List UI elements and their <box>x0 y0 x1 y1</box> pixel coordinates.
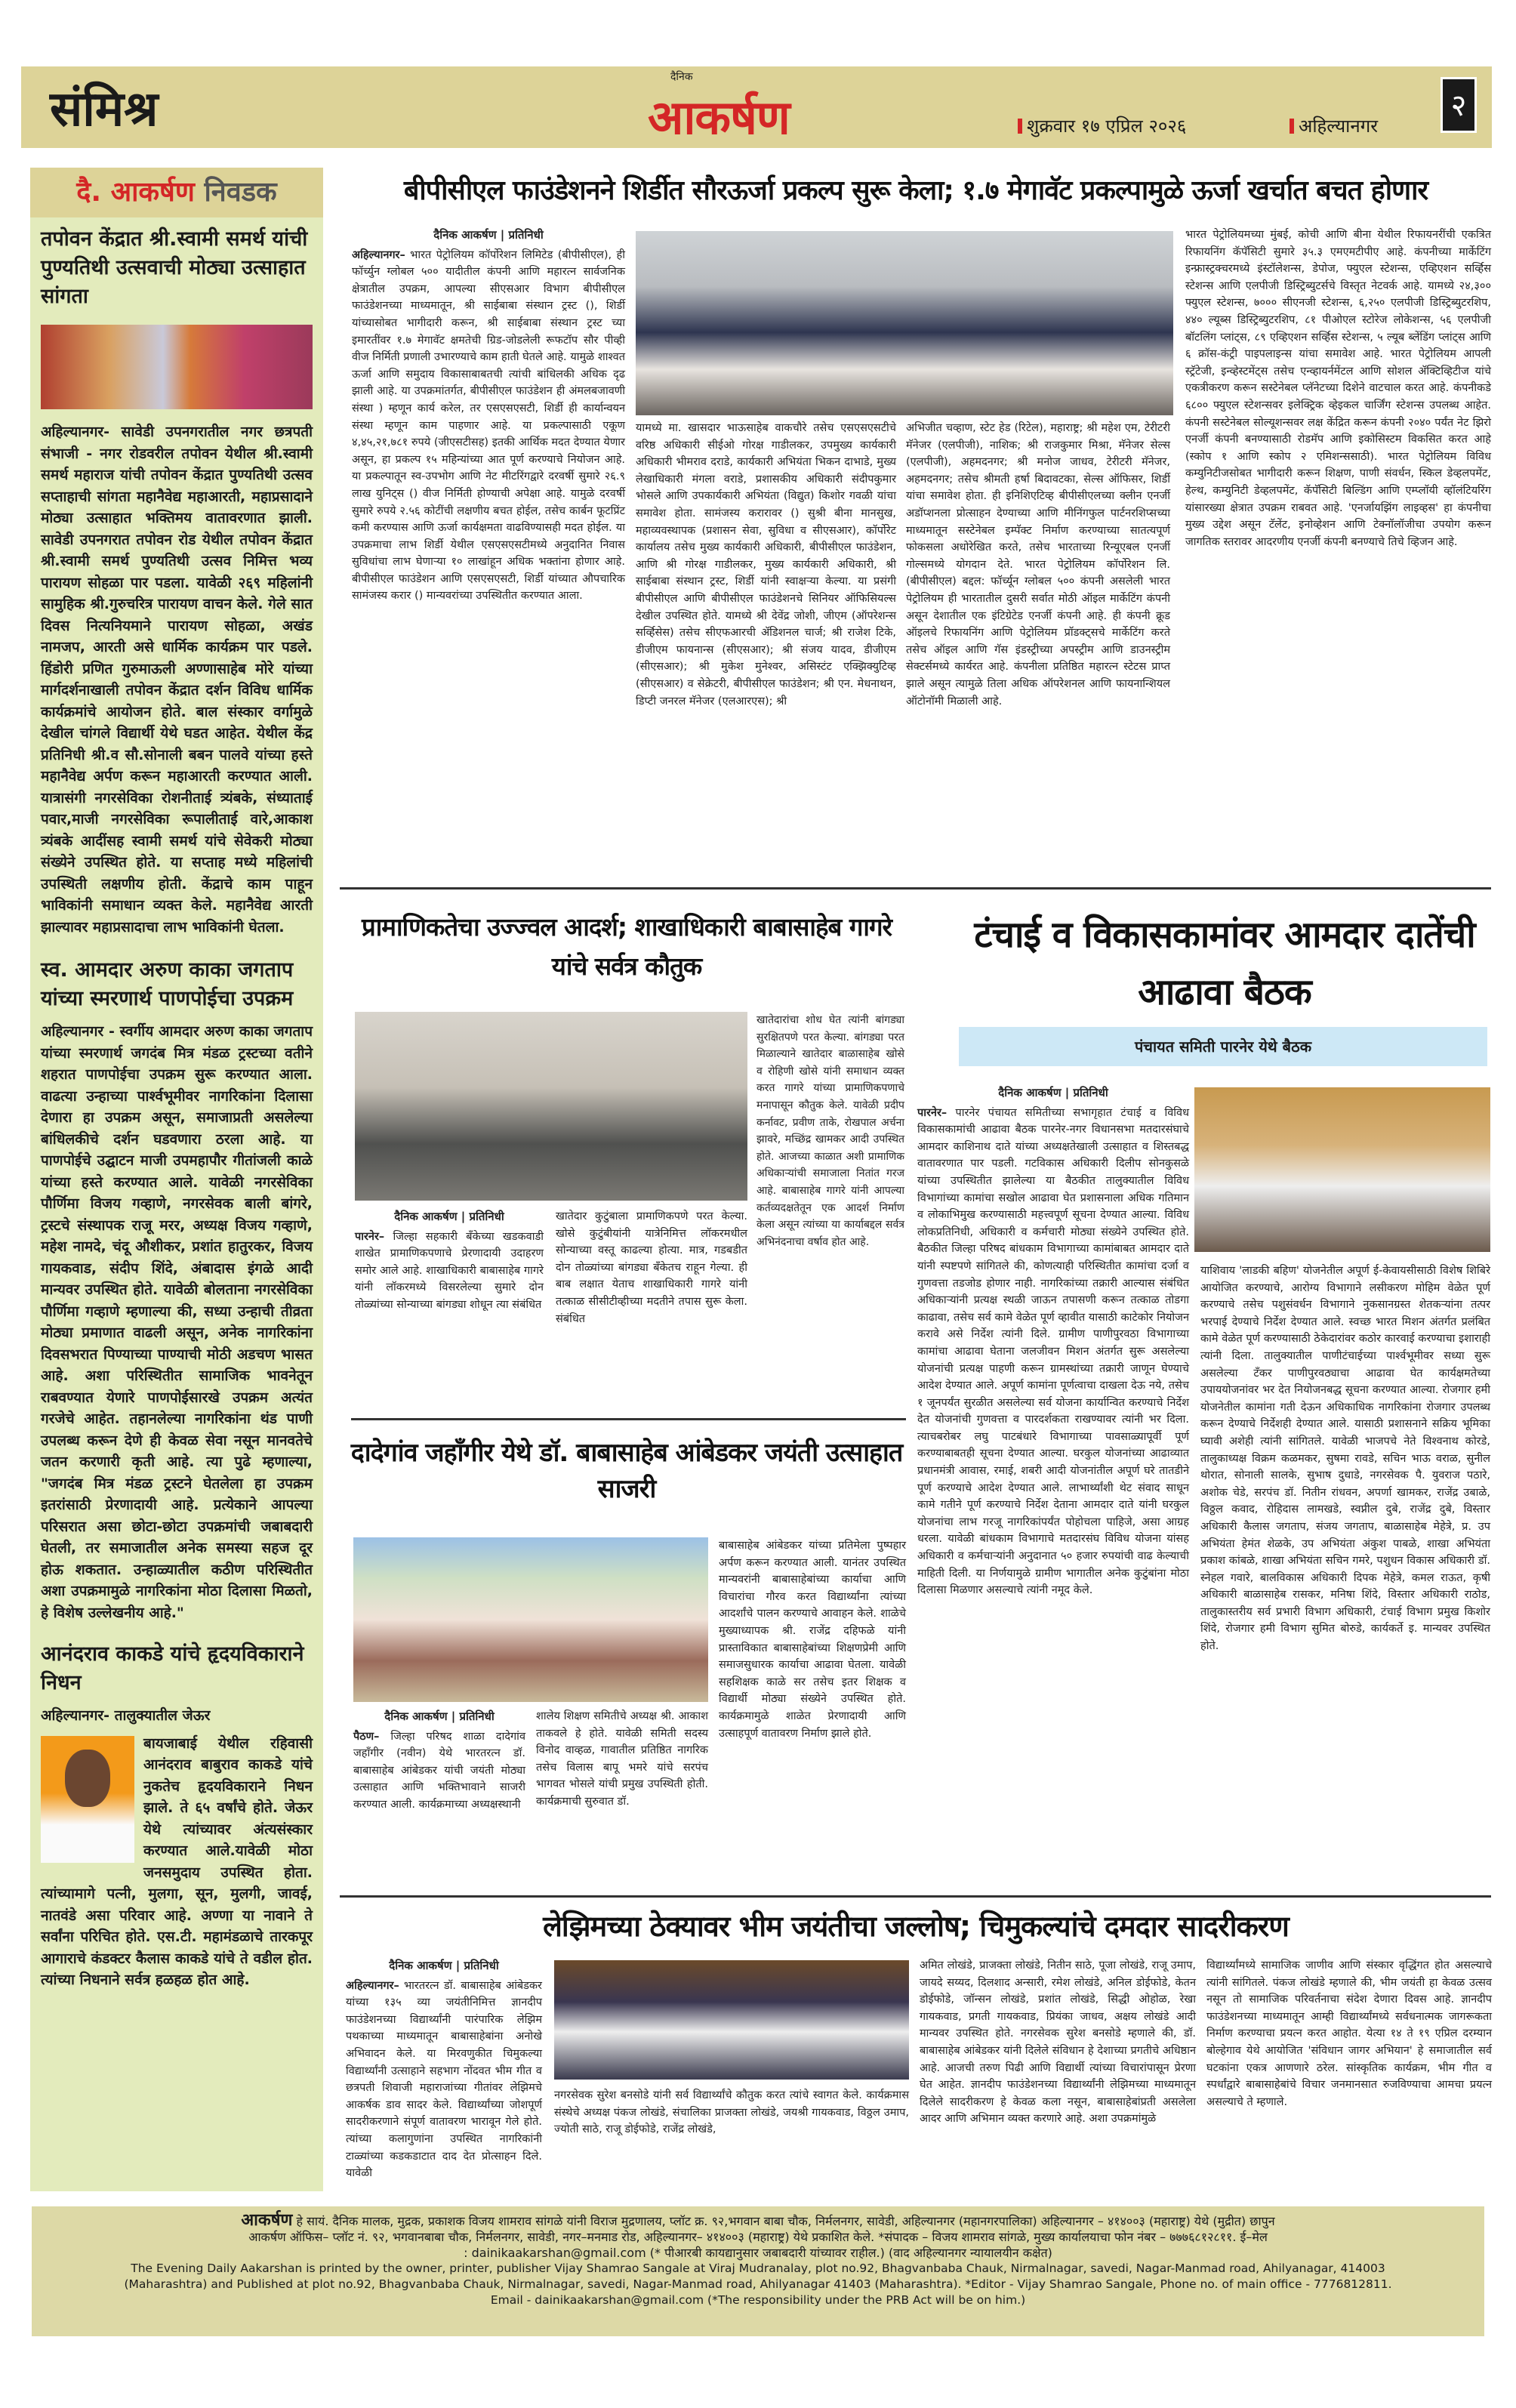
dadegaon-photo <box>353 1537 708 1702</box>
story-lead: अहिल्यानगर- तालुक्यातील जेऊर <box>41 1707 211 1724</box>
story-tapovan <box>30 217 323 941</box>
tanchai-col-1: दैनिक आकर्षण | प्रतिनिधी पारनेर– पारनेर पंचायत समितीच्या सभागृहात टंचाई व विविध विकासकामांची आढावा बैठक पारनेर-नगर विधानसभा मतदारसंघाचे आमदार काशिनाथ दाते यांच्या अध्यक्षतेखाली उत्साहात व शिस्तबद्ध वातावरणात पार पडली. गटविकास अधिकारी दिलीप सोनकुसळे यांच्या उपस्थितीत झालेल्या या बैठकीत तालुक्यातील विविध विभागांच्या कामांचा सखोल आढावा घेत प्रशासनाला अधिक गतिमान व लोकाभिमुख करण्यासाठी महत्त्वपूर्ण सूचना देण्यात आल्या. विविध लोकप्रतिनिधी, अधिकारी व कर्मचारी मोठ्या संख्येने उपस्थित होते. बैठकीत जिल्हा परिषद बांधकाम विभागाच्या कामांबाबत आमदार दाते यांनी स्पष्टपणे सांगितले की, कोणत्याही परिस्थितीत कामांचा दर्जा व गुणवत्ता तडजोड होणार नाही. नागरिकांच्या तक्रारी आल्यास संबंधित अधिकाऱ्यांनी प्रत्यक्ष स्थळी जाऊन तपासणी करून तत्काळ तोडगा काढावा, तसेच सर्व कामे वेळेत पूर्ण व्हावीत यासाठी काटेकोर नियोजन करावे असे निर्देश त्यांनी दिले. ग्रामीण पाणीपुरवठा विभागाच्या कामांचा आढावा घेताना जलजीवन मिशन अंतर्गत सुरू असलेल्या योजनांची प्रत्यक्ष पाहणी करून ग्रामस्थांच्या तक्रारी जाणून घेण्याचे आदेश देण्यात आले. अपूर्ण कामांना पूर्णत्वाचा दाखला देऊ नये, तसेच १ जूनपर्यंत सुरळीत असलेल्या सर्व योजना कार्यान्वित करण्याचे निर्देश देत योजनांची गुणवत्ता व पारदर्शकता राखण्यावर त्यांनी भर दिला. त्याचबरोबर लघु पाटबंधारे विभागाच्या पावसाळ्यापूर्वी पूर्ण करण्याबाबतही सूचना देण्यात आल्या. घरकुल योजनांच्या आढाव्यात प्रधानमंत्री आवास, रमाई, शबरी आदी योजनांतील अपूर्ण घरे तातडीने पूर्ण करण्याचे आदेश देण्यात आले. लाभार्थ्यांशी थेट संवाद साधून कामे गतीने पूर्ण करण्याचे निर्देश देताना आमदार दाते यांनी घरकुल योजनांचा लाभ गरजू नागरिकांपर्यंत पोहोचला पाहिजे, असा आग्रह धरला. यावेळी बांधकाम विभागाचे मतदारसंघ विविध योजना यांसह अधिकारी व कर्मचाऱ्यांनी अनुदानात ५० हजार रुपयांची वाढ केल्याची माहिती दिली. या निर्णयामुळे ग्रामीण भागातील अनेक कुटुंबांना मोठा दिलासा मिळणार असल्याचे त्यांनी नमूद केले. <box>917 1086 1189 1597</box>
editors-pick-banner: दै. आकर्षण निवडक <box>30 168 323 217</box>
story-body: बायजाबाई येथील रहिवासी आनंदराव बाबुराव काकडे यांचे नुकतेच हृदयविकाराने निधन झाले. ते ६५ वर्षांचे होते. जेऊर येथे त्यांच्यावर अंत्यसंस्कार करण्यात आले.यावेळी मोठा जनसमुदाय उपस्थित होता. त्यांच्यामागे पत्नी, मुलगा, सून, मुलगी, जावई, नातवंडे असा परिवार आहे. अण्णा या नावाने ते सर्वांना परिचित होते. एस.टी. महामंडळाचे तारकपूर आगाराचे कंडक्टर कैलास काकडे यांचे ते वडील होत. त्यांच्या निधनाने सर्वत्र हळहळ होत आहे. <box>41 1734 313 1988</box>
tanchai-headline: टंचाई व विकासकामांवर आमदार दातेंची आढावा बैठक <box>974 914 1475 1013</box>
story-headline: आनंदराव काकडे यांचे हृदयविकाराने निधन <box>41 1642 304 1694</box>
lezim-col-1: दैनिक आकर्षण | प्रतिनिधी अहिल्यानगर– भारतरत्न डॉ. बाबासाहेब आंबेडकर यांच्या १३५ व्या जयंतीनिमित्त ज्ञानदीप फाउंडेशनच्या विद्यार्थ्यांनी पारंपारिक लेझिम पथकाच्या माध्यमातून बाबासाहेबांना अनोखे अभिवादन केले. या मिरवणुकीत चिमुकल्या विद्यार्थ्यांनी उत्साहाने सहभाग नोंदवत भीम गीत व छत्रपती शिवाजी महाराजांच्या गीतांवर लेझिमचे आकर्षक डाव सादर केले. विद्यार्थ्यांच्या जोशपूर्ण सादरीकरणाने संपूर्ण वातावरण भारावून गेले होते. त्यांच्या कलागुणांना उपस्थित नागरिकांनी टाळ्यांच्या कडकडाटात दाद देत प्रोत्साहन दिले. यावेळी <box>346 1959 542 2180</box>
section-divider <box>340 887 1491 890</box>
masthead <box>21 66 1492 148</box>
footer-brand: आकर्षण <box>241 2211 293 2230</box>
lezim-col-4: विद्यार्थ्यांमध्ये सामाजिक जाणीव आणि संस्कार वृद्धिंगत होत असल्याचे त्यांनी सांगितले. पंकज लोखंडे म्हणाले की, भीम जयंती हा केवळ उत्सव नसून तो सामाजिक परिवर्तनाचा संदेश देणारा दिवस आहे. ज्ञानदीप फाउंडेशनच्या माध्यमातून आम्ही विद्यार्थ्यांमध्ये सर्वधनात्मक जागरूकता निर्माण करण्याचा प्रयत्न करत आहोत. येत्या १४ ते १९ एप्रिल दरम्यान बोल्हेगाव येथे आयोजित 'संविधान जागर अभियान' हे समाजातील सर्व घटकांना एकत्र आणणारे ठरेल. सांस्कृतिक कार्यक्रम, भीम गीत व स्पर्धांद्वारे बाबासाहेबांचे विचार जनमानसात रुजविण्याचा आमचा प्रयत्न असल्याचे ते म्हणाले. <box>1206 1959 1492 2108</box>
gagre-side: खातेदारांचा शोध घेत त्यांनी बांगड्या सुरक्षितपणे परत केल्या. बांगड्या परत मिळाल्याने खातेदार बाळासाहेब खोसे व रोहिणी खोसे यांनी समाधान व्यक्त करत गागरे यांच्या प्रामाणिकपणाचे मनापासून कौतुक केले. यावेळी प्रदीप कर्नावट, प्रवीण ताके, रोखपाल अर्चना झावरे, मच्छिंद्र खामकर आदी उपस्थित होते. आजच्या काळात अशी प्रामाणिक अधिकाऱ्यांची समाजाला नितांत गरज आहे. बाबासाहेब गागरे यांनी आपल्या कर्तव्यदक्षतेतून एक आदर्श निर्माण केला असून त्यांच्या या कार्याबद्दल सर्वत्र अभिनंदनाचा वर्षाव होत आहे. <box>756 1014 904 1248</box>
red-bar-icon <box>1018 119 1022 134</box>
bpcl-photo <box>636 231 1173 415</box>
gagre-photo <box>355 1012 747 1201</box>
dadegaon-col-1: दैनिक आकर्षण | प्रतिनिधी पैठण– जिल्हा परिषद शाळा दादेगांव जहाँगीर (नवीन) येथे भारतरत्न डॉ. बाबासाहेब आंबेडकर यांची जयंती मोठ्या उत्साहात आणि भक्तिभावाने साजरी करण्यात आली. कार्यक्रमाच्या अध्यक्षस्थानी <box>353 1710 526 1811</box>
section-divider <box>351 1418 906 1420</box>
gagre-headline: प्रामाणिकतेचा उज्ज्वल आदर्श; शाखाधिकारी बाबासाहेब गागरे यांचे सर्वत्र कौतुक <box>361 912 892 981</box>
dadegaon-col-2: शालेय शिक्षण समितीचे अध्यक्ष श्री. आकाश ताकवले हे होते. यावेळी समिती सदस्य विनोद वाव्हळ, गावातील प्रतिष्ठित नागरिक तसेच विलास बापू भमरे यांचे सरपंच भागवत भोसले यांची प्रमुख उपस्थिती होती. कार्यक्रमाची सुरुवात डॉ. <box>536 1710 708 1808</box>
story-body: अहिल्यानगर- सावेडी उपनगरातील नगर छत्रपती संभाजी - नगर रोडवरील तपोवन येथील श्री.स्वामी समर्थ महाराज यांची तपोवन केंद्रात पुण्यतिथी उत्सव सप्ताहाची सांगता महानैवेद्य महाआरती, महाप्रसादाने मोठ्या उत्साहात भक्तिमय वातावरणात झाली. सावेडी उपनगरात तपोवन रोड येथील तपोवन केंद्रात श्री.स्वामी समर्थ पुण्यतिथी उत्सव निमित्त भव्य पारायण सोहळा पार पडला. यावेळी २६९ महिलांनी सामुहिक श्री.गुरुचरित्र पारायण वाचन केले. गेले सात दिवस नित्यनियमाने पारायण सोहळा, अखंड नामजप, आरती असे धार्मिक कार्यक्रम पार पडले. हिंडोरी प्रणित गुरुमाऊली अण्णासाहेब मोरे यांच्या मार्गदर्शनाखाली तपोवन केंद्रात दर्शन विविध धार्मिक कार्यक्रमांचे आयोजन होते. बाल संस्कार वर्गामुळे देखील चांगले विद्यार्थी येथे घडत आहेत. येथील केंद्र प्रतिनिधी श्री.व सौ.सोनाली बबन पालवे यांच्या हस्ते महानैवेद्य अर्पण करून महाआरती करण्यात आली. यात्रासंगी नगरसेविका रोशनीताई त्र्यंबके, संध्याताई पवार,माजी नगरसेविका रूपालीताई वारे,आकाश त्र्यंबके आदींसह स्वामी समर्थ यांचे सेवेकरी मोठ्या संख्येने उपस्थित होते. या सप्ताह मध्ये महिलांची उपस्थिती लक्षणीय होती. केंद्राचे काम पाहून भाविकांनी समाधान व्यक्त केले. महानैवेद्य आरती झाल्यावर महाप्रसादाचा लाभ भाविकांनी घेतला. <box>41 424 313 936</box>
issue-date: शुक्रवार १७ एप्रिल २०२६ <box>1018 113 1186 138</box>
gagre-col-1: दैनिक आकर्षण | प्रतिनिधी पारनेर– जिल्हा सहकारी बँकेच्या खडकवाडी शाखेत प्रामाणिकपणाचे प्रेरणादायी उदाहरण समोर आले आहे. शाखाधिकारी बाबासाहेब गागरे यांनी लॉकरमध्ये विसरलेल्या सुमारे दोन तोळ्यांच्या सोन्याच्या बांगड्या शोधून त्या संबंधित <box>355 1210 544 1311</box>
daily-label: दैनिक <box>670 71 693 83</box>
tanchai-col-2: याशिवाय 'लाडकी बहिण' योजनेतील अपूर्ण ई-केवायसीसाठी विशेष शिबिरे आयोजित करण्याचे, आरोग्य विभागाने लसीकरण मोहिम वेळेत पूर्ण करण्याचे तसेच पशुसंवर्धन विभागाने नुकसानग्रस्त शेतकऱ्यांना तत्पर भरपाई देण्याचे निर्देश देण्यात आले. स्वच्छ भारत मिशन अंतर्गत प्रलंबित कामे वेळेत पूर्ण करण्यासाठी ठेकेदारांवर कठोर कारवाई करण्याचा इशाराही त्यांनी दिला. तालुक्यातील पाणीटंचाईच्या पार्श्वभूमीवर सध्या सुरू असलेल्या टँकर पाणीपुरवठ्याचा आढावा घेत कार्यक्षमतेच्या उपाययोजनांवर भर देत नियोजनबद्ध सूचना करण्यात आल्या. रोजगार हमी योजनेतील कामांना गती देऊन अधिकाधिक नागरिकांना रोजगार उपलब्ध करून देण्याचे निर्देशही देण्यात आले. यासाठी प्रशासनाने सक्रिय भूमिका घ्यावी अशेही त्यांनी सांगितले. यावेळी भाजपचे नेते विश्वनाथ कोरडे, तालुकाध्यक्ष विक्रम कळमकर, सुषमा रावडे, सचिन भाऊ वराळ, सुनील थोरात, सोनाली सालके, सुभाष दुधाडे, नगरसेवक पै. युवराज पठारे, अशोक चेडे, सरपंच डॉ. नितीन रांधवन, अपर्णा खामकर, राजेंद्र उबाळे, विठ्ठल कवाद, रोहिदास लामखडे, स्वप्नील दुबे, राजेंद्र दुबे, विस्तार अधिकारी कैलास जगताप, संजय जगताप, बाळासाहेब मेहेत्रे, प्र. उप अभियंता हेमंत शेळके, उप अभियंता अंकुश पाबळे, शाखा अभियंता प्रकाश कांबळे, शाखा अभियंता सचिन गमरे, पशुधन विकास अधिकारी डॉ. स्नेहल गवारे, बालविकास अधिकारी दिपक मेहेत्रे, कमल राऊत, कृषी अधिकारी बाळासाहेब रासकर, मनिषा शिंदे, विस्तार अधिकारी राठोड, तालुकास्तरीय सर्व प्रभारी विभाग अधिकारी, टंचाई विभाग प्रमुख किशोर शिंदे, रोजगार हमी विभाग सुमित बोरुडे, कार्यकर्ते इ. मान्यवर उपस्थित होते. <box>1200 1265 1490 1653</box>
tanchai-photo <box>1194 1087 1490 1252</box>
tanchai-subhead: पंचायत समिती पारनेर येथे बैठक <box>959 1027 1487 1066</box>
story-obituary <box>30 1633 323 1994</box>
gagre-col-2: खातेदार कुटुंबाला प्रामाणिकपणे परत केल्या. खोसे कुटुंबीयांनी यात्रेनिमित्त लॉकरमधील सोन्याच्या वस्तू काढल्या होत्या. मात्र, गडबडीत दोन तोळ्यांच्या बांगड्या बँकेतच राहून गेल्या. ही बाब लक्षात येताच शाखाधिकारी गागरे यांनी तत्काळ सीसीटीव्हीच्या मदतीने तपास सुरू केला. संबंधित <box>556 1210 747 1325</box>
page-number: २ <box>1441 77 1477 133</box>
story-panpoi <box>30 948 323 1626</box>
story-photo <box>41 325 313 409</box>
red-bar-icon <box>1290 119 1294 134</box>
story-body: अहिल्यानगर - स्वर्गीय आमदार अरुण काका जगताप यांच्या स्मरणार्थ जगदंब मित्र मंडळ ट्रस्टच्या वतीने शहरात पाणपोईचा उपक्रम सुरू करण्यात आला. वाढत्या उन्हाच्या पार्श्वभूमीवर नागरिकांना दिलासा देणारा हा उपक्रम असून, समाजाप्रती असलेल्या बांधिलकीचे दर्शन घडवणारा ठरला आहे. या पाणपोईचे उद्घाटन माजी उपमहापौर गीतांजली काळे यांच्या हस्ते करण्यात आले. यावेळी नगरसेविका पौर्णिमा विजय गव्हाणे, नगरसेवक बाली बांगरे, ट्रस्टचे संस्थापक राजू मरर, अध्यक्ष विजय गव्हाणे, महेश नामदे, चंदू औशीकर, प्रशांत हातुरकर, विजय गायकवाड, संदीप शिंदे, अंबादास इंगळे आदी मान्यवर उपस्थित होते. यावेळी बोलताना नगरसेविका पौर्णिमा गव्हाणे म्हणाल्या की, सध्या उन्हाची तीव्रता मोठ्या प्रमाणात वाढली असून, अनेक नागरिकांना दिवसभरात पिण्याच्या पाण्याची मोठी अडचण भासत आहे. अशा परिस्थितीत सामाजिक भावनेतून राबवण्यात येणारे पाणपोईसारखे उपक्रम अत्यंत गरजेचे आहेत. तहानलेल्या नागरिकांना थंड पाणी उपलब्ध करून देणे ही केवळ सेवा नसून मानवतेचे जतन करणारी कृती आहे. त्या पुढे म्हणाल्या, "जगदंब मित्र मंडळ ट्रस्टने घेतलेला हा उपक्रम इतरांसाठी प्रेरणादायी आहे. प्रत्येकाने आपल्या परिसरात असा छोटा-छोटा उपक्रमांची जबाबदारी घेतली, तर समाजातील अनेक समस्या सहज दूर होऊ शकतात. उन्हाळ्यातील कठीण परिस्थितीत अशा उपक्रमामुळे नागरिकांना मोठा दिलासा मिळतो, हे विशेष उल्लेखनीय आहे." <box>41 1023 313 1621</box>
story-headline: स्व. आमदार अरुण काका जगताप यांच्या स्मरणार्थ पाणपोईचा उपक्रम <box>41 958 294 1010</box>
bpcl-col-3: अभिजीत चव्हाण, स्टेट हेड (रिटेल), महाराष्ट्र; श्री महेश एम, टेरीटरी मॅनेजर (एलपीजी), नाशिक; श्री राजकुमार मिश्रा, मॅनेजर सेल्स (एलपीजी), अहमदनगर; श्री मनोज जाधव, टेरीटरी मॅनेजर, अहमदनगर; तसेच श्रीमती हर्षा बिदावटका, सेल्स ऑफिसर, शिर्डी यांचा समावेश होता. ही इनिशिएटिव्ह बीपीसीएलच्या क्लीन एनर्जी अडॉप्शनला प्रोत्साहन देण्याच्या आणि मीनिंगफुल पार्टनरशिप्सच्या माध्यमातून सस्टेनेबल इम्पॅक्ट निर्माण करण्याच्या सातत्यपूर्ण फोकसला अधोरेखित करते, तसेच भारताच्या रिन्यूएबल एनर्जी गोल्समध्ये योगदान देते. भारत पेट्रोलियम कॉर्पोरेशन लि. (बीपीसीएल) बद्दल: फॉर्च्यून ग्लोबल ५०० कंपनी असलेली भारत पेट्रोलियम ही भारतातील दुसरी सर्वात मोठी ऑइल मार्केटिंग कंपनी असून देशातील एक इंटिग्रेटेड एनर्जी कंपनी आहे. ही कंपनी क्रूड ऑइलचे रिफायनिंग आणि पेट्रोलियम प्रॉडक्ट्सचे मार्केटिंग करते तसेच ऑइल आणि गॅस इंडस्ट्रीच्या अपस्ट्रीम आणि डाउनस्ट्रीम सेक्टर्समध्ये कार्यरत आहे. कंपनीला प्रतिष्ठित महारत्न स्टेटस प्राप्त झाले असून त्यामुळे तिला अधिक ऑपरेशनल आणि फायनान्शियल ऑटोनॉमी मिळाली आहे. <box>906 422 1170 708</box>
editors-pick-column <box>30 168 323 2191</box>
newspaper-title: आकर्षण <box>648 90 790 145</box>
dadegaon-col-3: बाबासाहेब आंबेडकर यांच्या प्रतिमेला पुष्पहार अर्पण करून करण्यात आली. यानंतर उपस्थित मान्यवरांनी बाबासाहेबांच्या कार्याचा आणि विचारांचा गौरव करत विद्यार्थ्यांना त्यांच्या आदर्शांचे पालन करण्याचे आवाहन केले. शाळेचे मुख्याध्यापक श्री. राजेंद्र दहिफळे यांनी प्रास्ताविकात बाबासाहेबांच्या शिक्षणप्रेमी आणि समाजसुधारक कार्याचा आढावा घेतला. यावेळी सहशिक्षक काळे सर तसेच इतर शिक्षक व विद्यार्थी मोठ्या संख्येने उपस्थित होते. कार्यक्रमामुळे शाळेत प्रेरणादायी आणि उत्साहपूर्ण वातावरण निर्माण झाले होते. <box>719 1540 906 1740</box>
lezim-col-3: अमित लोखंडे, प्राजक्ता लोखंडे, नितीन साठे, पूजा लोखंडे, राजू उमाप, जायदे सय्यद, दिलशाद अन्सारी, रमेश लोखंडे, अनिल डोईफोडे, केतन डोईफोडे, जॉन्सन लोखंडे, प्रशांत लोखंडे, सिद्धी ओहोळ, रेखा गायकवाड, प्रगती गायकवाड, प्रियंका जाधव, अक्षय लोखंडे आदी मान्यवर उपस्थित होते. नगरसेवक सुरेश बनसोडे म्हणाले की, डॉ. बाबासाहेब आंबेडकर यांनी दिलेले संविधान हे देशाच्या प्रगतीचे अधिष्ठान आहे. आजची तरुण पिढी आणि विद्यार्थी त्यांच्या विचारांपासून प्रेरणा घेत आहेत. ज्ञानदीप फाउंडेशनच्या विद्यार्थ्यांनी लेझिमच्या माध्यमातून दिलेले सादरीकरण हे केवळ कला नसून, बाबासाहेबांप्रती असलेला आदर आणि अभिमान व्यक्त करणारे आहे. अशा उपक्रमांमुळे <box>920 1959 1196 2126</box>
bpcl-col-2: यामध्ये मा. खासदार भाऊसाहेब वाकचौरे तसेच एसएसएसटीचे वरिष्ठ अधिकारी सीईओ गोरक्ष गाडीलकर, उपमुख्य कार्यकारी अधिकारी भीमराव दराडे, कार्यकारी अभियंता भिकन दाभाडे, मुख्य लेखाधिकारी मंगला वराडे, प्रशासकीय अधिकारी संदीपकुमार भोसले आणि उपकार्यकारी अभियंता (विद्युत) किशोर गवळी यांचा समावेश होता. सामंजस्य करारावर () सुश्री बीना मानसुख, महाव्यवस्थापक (प्रशासन सेवा, सुविधा व सीएसआर), कॉर्पोरेट कार्यालय तसेच मुख्य कार्यकारी अधिकारी, बीपीसीएल फाउंडेशन, आणि श्री गोरक्ष गाडीलकर, मुख्य कार्यकारी अधिकारी, श्री साईबाबा संस्थान ट्रस्ट, शिर्डी यांनी स्वाक्षऱ्या केल्या. या प्रसंगी बीपीसीएल आणि बीपीसीएल फाउंडेशनचे सिनियर ऑफिसियल्स देखील उपस्थित होते. यामध्ये श्री देवेंद्र जोशी, जीएम (ऑपरेशन्स सर्व्हिसेस) तसेच सीएफआरची ॲडिशनल चार्ज; श्री राजेश टिके, डीजीएम फायनान्स (सीएसआर); श्री संजय यादव, डीजीएम (सीएसआर); श्री मुकेश मुनेश्वर, असिस्टंट एक्झिक्युटिव्ह (सीएसआर) व सेक्रेटरी, बीपीसीएल फाउंडेशन; श्री एन. मेधनाथन, डिप्टी जनरल मॅनेजर (एलआरएस); श्री <box>636 422 896 708</box>
edition-city: अहिल्यानगर <box>1290 113 1378 138</box>
story-headline: तपोवन केंद्रात श्री.स्वामी समर्थ यांची पुण्यतिथी उत्सवाची मोठ्या उत्साहात सांगता <box>41 227 308 308</box>
dadegaon-headline: दादेगांव जहाँगीर येथे डॉ. बाबासाहेब आंबेडकर जयंती उत्साहात साजरी <box>350 1438 903 1504</box>
bpcl-headline: बीपीसीएल फाउंडेशनने शिर्डीत सौरऊर्जा प्रकल्प सुरू केला; १.७ मेगावॅट प्रकल्पामुळे ऊर्जा खर्चात बचत होणार <box>403 175 1428 206</box>
portrait-photo <box>41 1736 134 1863</box>
bpcl-col-1: दैनिक आकर्षण | प्रतिनिधी अहिल्यानगर– भारत पेट्रोलियम कॉर्पोरेशन लिमिटेड (बीपीसीएल), ही फॉर्च्युन ग्लोबल ५०० यादीतील कंपनी आणि महारत्न सार्वजनिक क्षेत्रातील उपक्रम, आपल्या सीएसआर विभाग बीपीसीएल फाउंडेशनच्या माध्यमातून, श्री साईबाबा संस्थान ट्रस्ट (), शिर्डी यांच्यासोबत भागीदारी करून, श्री साईबाबा संस्थान ट्रस्ट च्या इमारतींवर १.७ मेगावॅट क्षमतेची ग्रिड-जोडलेली रूफटॉप सौर पीव्ही वीज निर्मिती प्रणाली उभारण्याचे काम हाती घेतले आहे. यामुळे शाश्वत ऊर्जा आणि समुदाय विकासाबाबतची त्यांची बांधिलकी अधिक दृढ झाली आहे. या उपक्रमांतर्गत, बीपीसीएल फाउंडेशन ही अंमलबजावणी संस्था ) म्हणून कार्य करेल, तर एसएसएसटी, शिर्डी ही कार्यान्वयन संस्था म्हणून काम पाहणार आहे. या प्रकल्पासाठी एकूण ४,४५,२१,७८१ रुपये (जीएसटीसह) इतकी आर्थिक मदत देण्यात येणार असून, हा प्रकल्प १५ महिन्यांच्या आत पूर्ण करण्याचे नियोजन आहे. या प्रकल्पातून स्व-उपभोग आणि नेट मीटरिंगद्वारे दरवर्षी सुमारे २६.९ लाख युनिट्स () वीज निर्मिती होण्याची अपेक्षा आहे. यामुळे दरवर्षी सुमारे रुपये २.५६ कोटींची लक्षणीय बचत होईल, तसेच कार्बन फूटप्रिंट कमी करण्यास आणि ऊर्जा कार्यक्षमता वाढविण्यासही मदत होईल. या उपक्रमाचा लाभ शिर्डी येथील एसएसएसटीमध्ये अनुदानित निवास सुविधांचा लाभ घेणाऱ्या १० लाखांहून अधिक भक्तांना होणार आहे. बीपीसीएल फाउंडेशन आणि एसएसएसटी, शिर्डी यांच्यात औपचारिक सामंजस्य करार () मान्यवरांच्या उपस्थितीत करण्यात आला. <box>352 228 625 603</box>
section-divider <box>340 1895 1491 1898</box>
lezim-photo <box>554 1960 909 2080</box>
bpcl-col-4: भारत पेट्रोलियमच्या मुंबई, कोची आणि बीना येथील रिफायनरींची एकत्रित रिफायनिंग कॅपॅसिटी सुमारे ३५.३ एमएमटीपीए आहे. कंपनीच्या मार्केटिंग इन्फ्रास्ट्रक्चरमध्ये इंस्टॉलेशन्स, डेपोज, फ्युएल स्टेशन्स, एव्हिएशन सर्व्हिस स्टेशन्स आणि एलपीजी डिस्ट्रिब्युटर्सचे विस्तृत नेटवर्क आहे. यामध्ये २४,३०० फ्युएल स्टेशन्स, ७००० सीएनजी स्टेशन्स, ६,२५० एलपीजी डिस्ट्रिब्युटरशिप, ४४० ल्यूब्स डिस्ट्रिब्युटरशिप, ८१ पीओएल स्टोरेज लोकेशन्स, ५६ एलपीजी बॉटलिंग प्लांट्स, ८९ एव्हिएशन सर्व्हिस स्टेशन्स, ५ ल्यूब ब्लेंडिंग प्लांट्स आणि ६ क्रॉस-कंट्री पाइपलाइन्स यांचा समावेश आहे. भारत पेट्रोलियम आपली स्ट्रॅटेजी, इन्व्हेस्टमेंट्स तसेच एन्व्हायर्नमेंटल आणि सोशल ॲक्टिव्हिटीज यांचे एकत्रीकरण करून सस्टेनेबल प्लॅनेटच्या दिशेने वाटचाल करत आहे. कंपनीकडे ६८०० फ्युएल स्टेशन्सवर इलेक्ट्रिक व्हेइकल चार्जिंग स्टेशन्स उपलब्ध आहेत. कंपनी सस्टेनेबल सोल्यूशन्सवर लक्ष केंद्रित करून कंपनी २०४० पर्यंत नेट झिरो एनर्जी कंपनी बनण्यासाठी रोडमॅप आणि इकोसिस्टम विकसित करत आहे (स्कोप १ आणि स्कोप २ एमिशन्ससाठी). भारत पेट्रोलियम विविध कम्युनिटीजसोबत भागीदारी करून शिक्षण, पाणी संवर्धन, स्किल डेव्हलपमेंट, हेल्थ, कम्युनिटी डेव्हलपमेंट, कॅपॅसिटी बिल्डिंग आणि एम्प्लॉयी व्हॉलंटियरिंग यांसारख्या क्षेत्रात उपक्रम राबवत आहे. 'एनर्जायझिंग लाइव्हस' हा कंपनीचा मुख्य उद्देश असून टॅलेंट, इनोव्हेशन आणि टेक्नॉलॉजीचा उपयोग करून जागतिक स्तरावर आदरणीय एनर्जी कंपनी बनण्याचे तिचे व्हिजन आहे. <box>1185 229 1491 548</box>
lezim-headline: लेझिमच्या ठेक्यावर भीम जयंतीचा जल्लोष; चिमुकल्यांचे दमदार सादरीकरण <box>543 1910 1289 1943</box>
lezim-col-2: नगरसेवक सुरेश बनसोडे यांनी सर्व विद्यार्थ्यांचे कौतुक करत त्यांचे स्वागत केले. कार्यक्रमास संस्थेचे अध्यक्ष पंकज लोखंडे, संचालिका प्राजक्ता लोखंडे, जयश्री गायकवाड, विठ्ठल उमाप, ज्योती साठे, राजू डोईफोडे, राजेंद्र लोखंडे, <box>554 2089 909 2136</box>
imprint-footer: आकर्षण हे सायं. दैनिक मालक, मुद्रक, प्रकाशक विजय शामराव सांगळे यांनी विराज मुद्रणालय, प्लॉट क्र. ९२,भगवान बाबा चौक, निर्मलनगर, सावेडी, अहिल्यानगर (महानगरपालिका) अहिल्यानगर – ४१४००३ (महाराष्ट्र) येथे (मुद्रीत) छापुन आकर्षण ऑफिस– प्लॉट नं. ९२, भगवानबाबा चौक, निर्मलनगर, सावेडी, नगर–मनमाड रोड, अहिल्यानगर– ४१४००३ (महाराष्ट्र) येथे प्रकाशित केले. *संपादक – विजय शामराव सांगळे, मुख्य कार्यालयाचा फोन नंबर – ७७७६८१२८११. ई–मेल : dainikaakarshan@gmail.com (* पीआरबी कायद्यानुसार जबाबदारी यांच्यावर राहील.) (वाद अहिल्यानगर न्यायालयीन कक्षेत) The Evening Daily Aakarshan is printed by the owner, printer, publisher Vijay Shamrao Sangale at Viraj Mudranalay, plot no.92, Bhagvanbaba Chauk, Nirmalnagar, savedi, Nagar-Manmad road, Ahilyanagar, 414003 (Maharashtra) and Published at plot no.92, Bhagvanbaba Chauk, Nirmalnagar, savedi, Nagar-Manmad road, Ahilyanagar 41403 (Maharashtra). *Editor - Vijay Shamrao Sangale, Phone no. of main office - 7776812811. Email - dainikaakarshan@gmail.com (*The responsibility under the PRB Act will be on him.) <box>32 2206 1484 2336</box>
section-title: संमिश्र <box>50 81 159 137</box>
